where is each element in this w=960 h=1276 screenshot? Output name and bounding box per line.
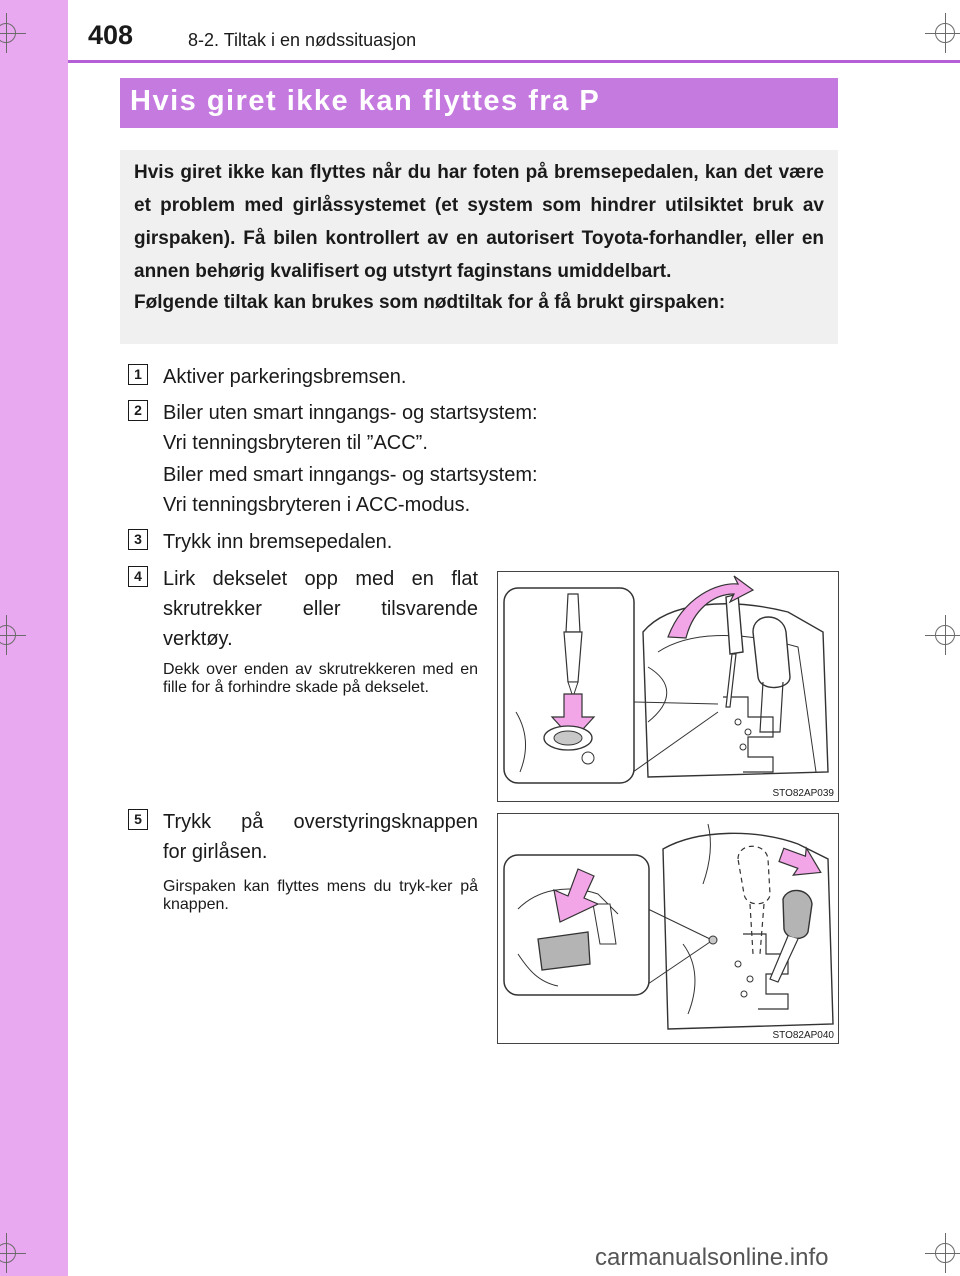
step-5-note: Girspaken kan flyttes mens du tryk-ker på knappen. <box>163 878 478 913</box>
intro-box <box>120 150 838 344</box>
step-4-line-1: Lirk dekselet opp med en flat <box>163 568 478 590</box>
title-banner <box>120 78 838 128</box>
intro-paragraph: Hvis giret ikke kan flyttes når du har foten på bremsepedalen, kan det være et problem med girlåssystemet (et system som hindrer utilsiktet bruk av girspaken). Få bilen kontrollert av en autorisert Toyota-forhandler, eller en annen behørig kvalifisert og utstyrt faginstans umiddelbart. <box>134 162 824 282</box>
step-3-text: Trykk inn bremsepedalen. <box>163 531 393 553</box>
figure-screwdriver-cover <box>497 571 839 802</box>
intro-last-line: Følgende tiltak kan brukes som nødtiltak for å få brukt girspaken: <box>134 292 726 313</box>
step-5-line-2: for girlåsen. <box>163 841 268 863</box>
page-number: 408 <box>88 20 134 50</box>
figure-override-button <box>497 813 839 1044</box>
shift-lock-override-illustration <box>498 814 838 1043</box>
step-1-text: Aktiver parkeringsbremsen. <box>163 366 407 388</box>
figure-code-2: STO82AP040 <box>772 1030 834 1041</box>
step-number-5: 5 <box>128 809 148 830</box>
step-2-line-2: Vri tenningsbryteren til ”ACC”. <box>163 432 428 454</box>
header-rule <box>68 60 960 63</box>
step-2-line-1: Biler uten smart inngangs- og startsystem: <box>163 402 538 424</box>
section-label: 8-2. Tiltak i en nødssituasjon <box>188 30 417 50</box>
figure-code-1: STO82AP039 <box>772 788 834 799</box>
step-number-4: 4 <box>128 566 148 587</box>
step-4-line-2: skrutrekker eller tilsvarende <box>163 598 478 620</box>
shift-lever-cover-illustration <box>498 572 838 801</box>
step-number-3: 3 <box>128 529 148 550</box>
step-2-line-3: Biler med smart inngangs- og startsystem: <box>163 464 538 486</box>
step-5-line-1: Trykk på overstyringsknappen <box>163 811 478 833</box>
watermark: carmanualsonline.info <box>595 1244 829 1271</box>
step-2-line-4: Vri tenningsbryteren i ACC-modus. <box>163 494 471 516</box>
step-number-1: 1 <box>128 364 148 385</box>
step-4-note: Dekk over enden av skrutrekkeren med en fille for å forhindre skade på dekselet. <box>163 661 478 696</box>
step-4-line-3: verktøy. <box>163 628 233 650</box>
page-title: Hvis giret ikke kan flyttes fra P <box>130 85 601 117</box>
step-number-2: 2 <box>128 400 148 421</box>
